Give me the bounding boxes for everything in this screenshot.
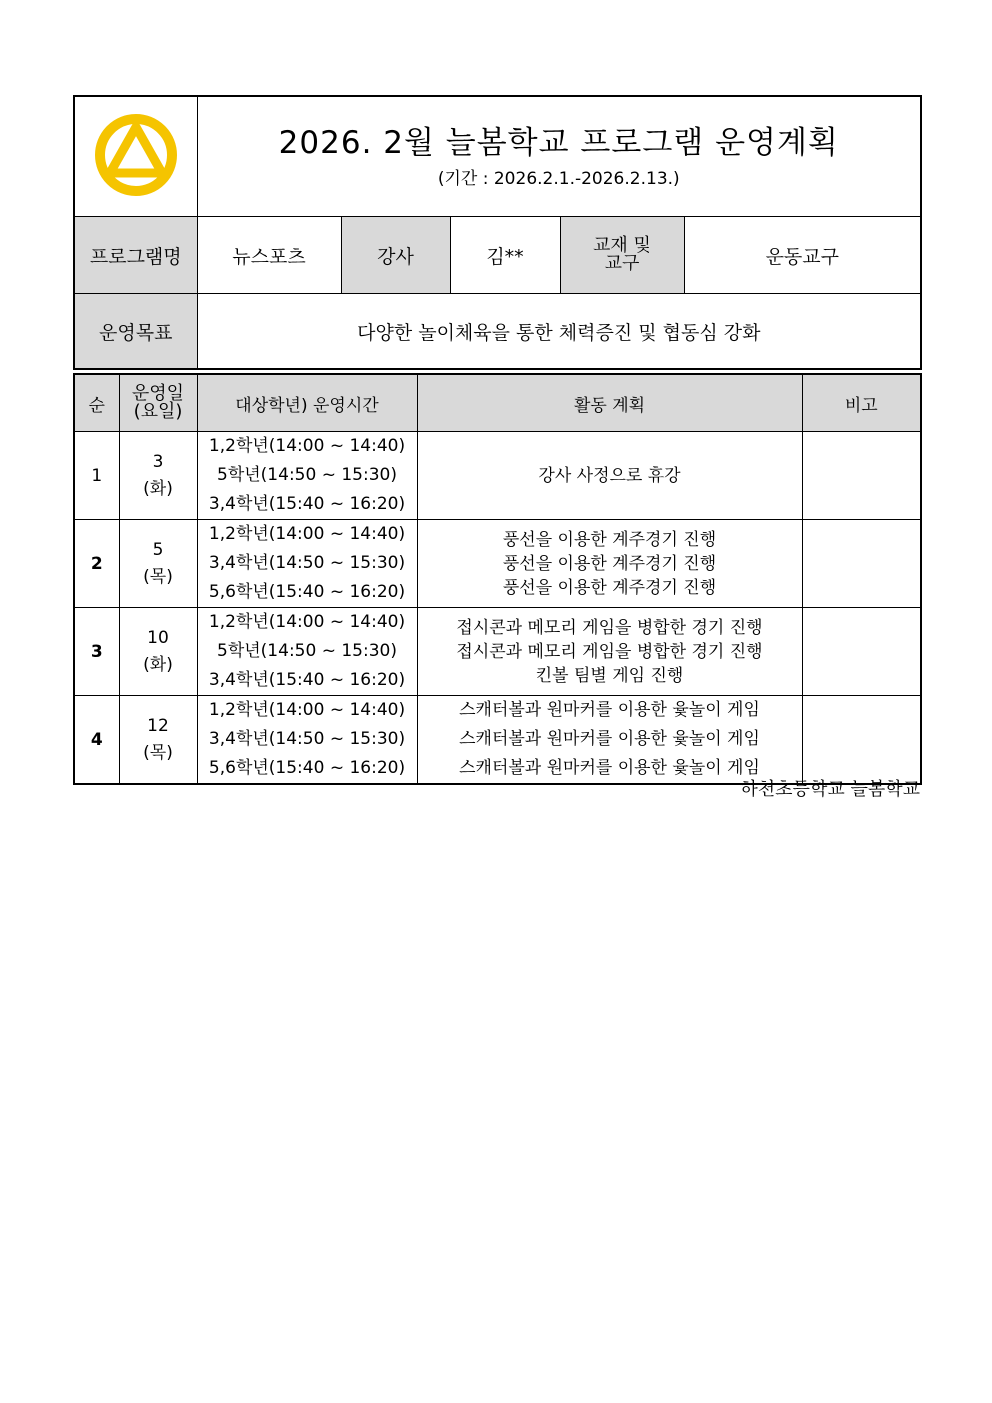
title-cell — [197, 96, 921, 217]
header-seq: 순 — [74, 374, 119, 432]
activity-item: 킨볼 팀별 게임 진행 — [535, 665, 684, 686]
schedule-table — [73, 373, 922, 785]
row-day: 10 — [147, 627, 169, 648]
header-activity: 활동 계획 — [417, 374, 802, 432]
logo-cell — [74, 96, 197, 217]
program-value: 뉴스포츠 — [197, 217, 341, 294]
materials-label — [560, 217, 684, 294]
goal-row — [74, 294, 921, 370]
row-seq: 1 — [74, 432, 119, 520]
time-slot: 3,4학년(15:40 ~ 16:20) — [208, 670, 406, 690]
time-slot: 3,4학년(14:50 ~ 15:30) — [208, 553, 406, 573]
activity-item: 풍선을 이용한 계주경기 진행 — [502, 553, 717, 574]
time-slot: 1,2학년(14:00 ~ 14:40) — [208, 436, 406, 456]
materials-label-line1: 교재 및 — [593, 235, 651, 256]
time-slot: 1,2학년(14:00 ~ 14:40) — [208, 612, 406, 632]
row-activities — [417, 696, 802, 785]
row-activities — [417, 520, 802, 608]
header-note: 비고 — [802, 374, 921, 432]
header-grade-time: 대상학년) 운영시간 — [197, 374, 417, 432]
time-slot: 5학년(14:50 ~ 15:30) — [217, 465, 397, 485]
table-row — [74, 696, 921, 785]
row-date — [119, 520, 197, 608]
instructor-value: 김** — [450, 217, 560, 294]
time-slot: 3,4학년(15:40 ~ 16:20) — [208, 494, 406, 514]
footer-school-name: 하천초등학교 늘봄학교 — [740, 779, 920, 800]
row-activities — [417, 432, 802, 520]
schedule-header-row — [74, 374, 921, 432]
info-row — [74, 217, 921, 294]
activity-item: 접시콘과 메모리 게임을 병합한 경기 진행 — [456, 617, 763, 638]
row-day: 5 — [152, 539, 164, 560]
row-times — [197, 520, 417, 608]
row-note — [802, 432, 921, 520]
table-row — [74, 520, 921, 608]
row-times — [197, 608, 417, 696]
row-weekday: (화) — [143, 654, 173, 675]
title-row — [74, 96, 921, 217]
activity-item: 스캐터볼과 원마커를 이용한 윷놀이 게임 — [459, 729, 760, 749]
header-date-line1: 운영일 — [131, 383, 185, 404]
row-seq: 4 — [74, 696, 119, 785]
time-slot: 1,2학년(14:00 ~ 14:40) — [208, 700, 406, 720]
row-date — [119, 432, 197, 520]
time-slot: 5,6학년(15:40 ~ 16:20) — [208, 758, 406, 778]
row-seq: 3 — [74, 608, 119, 696]
activity-item: 스캐터볼과 원마커를 이용한 윷놀이 게임 — [459, 758, 760, 778]
row-times — [197, 432, 417, 520]
page-title: 2026. 2월 늘봄학교 프로그램 운영계획 — [278, 124, 839, 161]
activity-item: 접시콘과 메모리 게임을 병합한 경기 진행 — [456, 641, 763, 662]
goal-label: 운영목표 — [74, 294, 197, 370]
row-times — [197, 696, 417, 785]
time-slot: 3,4학년(14:50 ~ 15:30) — [208, 729, 406, 749]
program-label: 프로그램명 — [74, 217, 197, 294]
row-note — [802, 520, 921, 608]
row-weekday: (목) — [143, 566, 173, 587]
row-date — [119, 696, 197, 785]
row-note — [802, 696, 921, 785]
table-row — [74, 432, 921, 520]
time-slot: 5학년(14:50 ~ 15:30) — [217, 641, 397, 661]
goal-value: 다양한 놀이체육을 통한 체력증진 및 협동심 강화 — [197, 294, 921, 370]
school-emblem-icon — [94, 113, 178, 197]
row-note — [802, 608, 921, 696]
row-seq: 2 — [74, 520, 119, 608]
instructor-label: 강사 — [341, 217, 450, 294]
time-slot: 5,6학년(15:40 ~ 16:20) — [208, 582, 406, 602]
program-info-table — [73, 95, 922, 370]
row-day: 12 — [147, 715, 169, 736]
header-date-line2: (요일) — [133, 401, 183, 422]
activity-item: 스캐터볼과 원마커를 이용한 윷놀이 게임 — [459, 700, 760, 720]
row-weekday: (화) — [143, 478, 173, 499]
activity-item: 풍선을 이용한 계주경기 진행 — [502, 577, 717, 598]
row-weekday: (목) — [143, 742, 173, 763]
materials-value: 운동교구 — [684, 217, 921, 294]
materials-label-line2: 교구 — [604, 253, 640, 274]
period-text: (기간 : 2026.2.1.-2026.2.13.) — [437, 168, 680, 189]
header-date — [119, 374, 197, 432]
row-date — [119, 608, 197, 696]
row-day: 3 — [152, 451, 164, 472]
table-row — [74, 608, 921, 696]
document-sheet — [73, 95, 920, 785]
time-slot: 1,2학년(14:00 ~ 14:40) — [208, 524, 406, 544]
row-activities — [417, 608, 802, 696]
activity-item: 강사 사정으로 휴강 — [538, 465, 681, 486]
activity-item: 풍선을 이용한 계주경기 진행 — [502, 529, 717, 550]
